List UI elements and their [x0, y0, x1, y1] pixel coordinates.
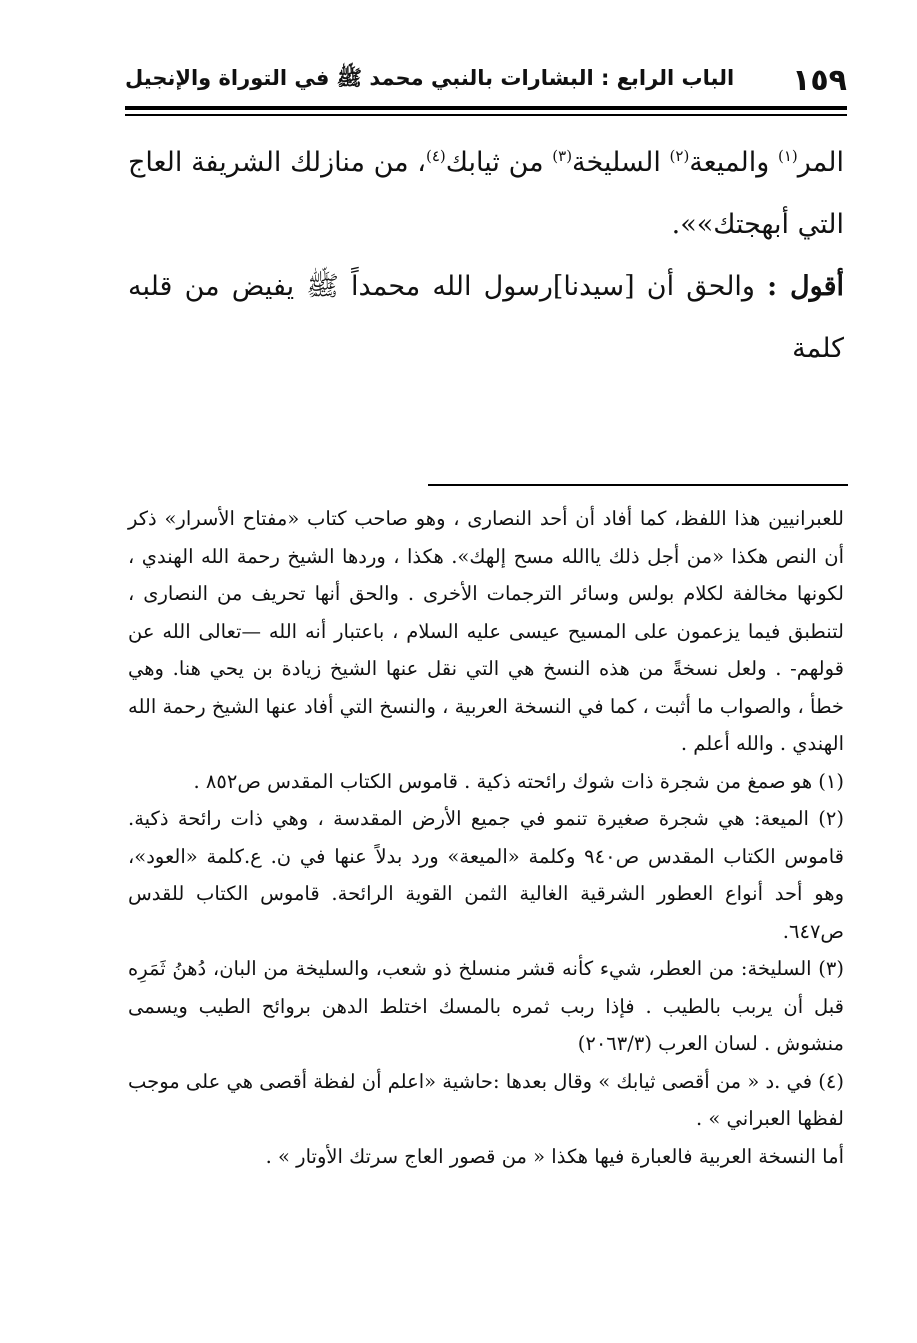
main-text: [128, 132, 844, 380]
paragraph-quote: [128, 132, 844, 256]
footnote-4-extra: أما النسخة العربية فالعبارة فيها هكذا « من قصور العاج سرتك الأوتار » .: [265, 1144, 844, 1168]
footnote-ref-3: (٣): [552, 147, 573, 165]
text-segment: ، من منازلك الشريفة العاج التي أبهجتك»».: [128, 147, 844, 240]
text-segment: المر: [797, 147, 845, 178]
aqul-text: والحق أن [سيدنا]رسول الله محمداً ﷺ يفيض من قلبه كلمة: [128, 271, 844, 364]
footnote-separator: [428, 484, 848, 486]
footnote-3: (٣) السليخة: من العطر، شيء كأنه قشر منسلخ ذو شعب، والسليخة من البان، دُهنُ ثَمَرِه قبل أن يربب بالطيب . فإذا ربب ثمره بالمسك اختلط الدهن بروائح الطيب ويسمى منشوش . لسان العرب (٢٠٦٣/٣): [128, 957, 844, 1055]
footnote-2: (٢) الميعة: هي شجرة صغيرة تنمو في جميع الأرض المقدسة ، وهي ذات رائحة ذكية. قاموس الكتاب المقدس ص٩٤٠ وكلمة «الميعة» ورد بدلاً عنها في ن. ع.كلمة «العود»، وهو أحد أنواع العطور الشرقية الغالية الثمن القوية الرائحة. قاموس الكتاب للقدس ص٦٤٧.: [128, 807, 845, 943]
footnote-continuation: للعبرانيين هذا اللفظ، كما أفاد أن أحد النصارى ، وهو صاحب كتاب «مفتاح الأسرار» ذكر أن النص هكذا «من أجل ذلك ياالله مسح إلهك». هكذا ، وردها الشيخ رحمة الله الهندي ، لكونها مخالفة لكلام بولس وسائر الترجمات الأخرى . والحق أنها تحريف من النصارى ، لتنطبق فيما يزعمون على المسيح عيسى عليه السلام ، باعتبار أنه الله —تعالى الله عن قولهم- . ولعل نسخةً من هذه النسخ هي التي نقل عنها الشيخ زيادة بن يحي هنا. وهي خطأ ، والصواب ما أثبت ، كما في النسخة العربية ، والنسخ التي أفاد عنها الشيخ رحمة الله الهندي . والله أعلم .: [128, 507, 844, 755]
footnote-4: (٤) في .د « من أقصى ثيابك » وقال بعدها :حاشية «اعلم أن لفظة أقصى هي على موجب لفظها العبراني » .: [128, 1069, 844, 1130]
text-segment: من ثيابك: [445, 147, 553, 178]
header-rule-thin: [125, 114, 847, 116]
footnotes: [128, 500, 844, 1175]
header-rule-thick: [125, 106, 847, 110]
footnote-ref-1: (١): [777, 147, 798, 165]
footnote-1: (١) هو صمغ من شجرة ذات شوك رائحته ذكية . قاموس الكتاب المقدس ص٨٥٢ .: [193, 769, 844, 793]
running-head: الباب الرابع : البشارات بالنبي محمد ﷺ في التوراة والإنجيل: [125, 65, 735, 90]
text-segment: السليخة: [572, 147, 670, 178]
footnote-ref-2: (٢): [669, 147, 690, 165]
paragraph-aqul: [128, 256, 844, 380]
text-segment: والميعة: [689, 147, 778, 178]
page-number: ١٥٩: [792, 62, 847, 98]
page-header: [125, 60, 847, 100]
footnote-ref-4: (٤): [425, 147, 446, 165]
aqul-label: أقول :: [767, 271, 845, 302]
